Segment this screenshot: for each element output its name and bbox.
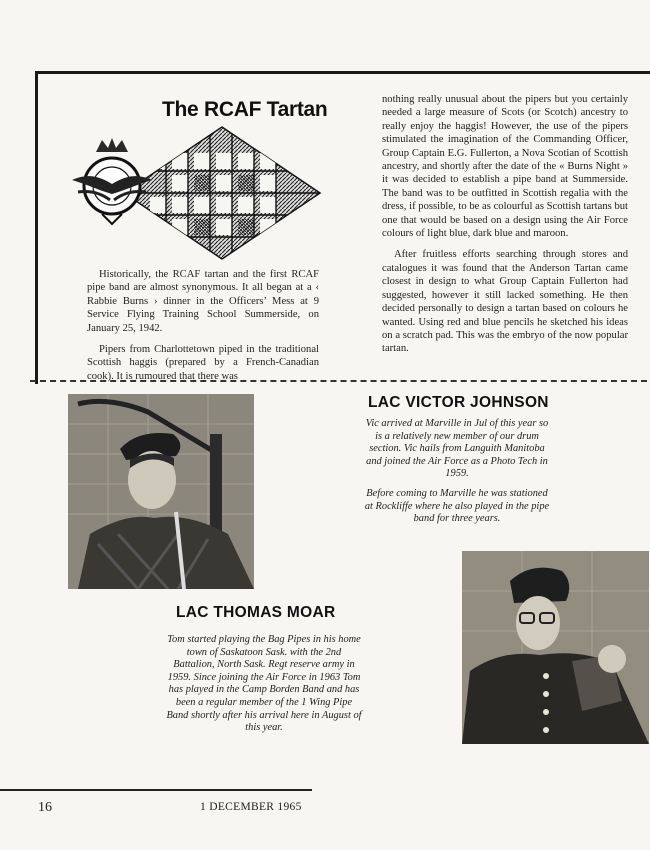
article-left-column [87,268,319,391]
bio-paragraph: Tom started playing the Bag Pipes in his home town of Saskatoon Sask. with the 2nd Battalion, North Sask. Regt reserve army in 1959. Since joining the Air Force in 1963 Tom has played in the Camp Borden Band and has been a regular member of the 1 Wing Pipe Band shortly after his arrival here in August of this year. [166,634,362,734]
photo-victor-johnson [68,394,254,589]
article-paragraph: Historically, the RCAF tartan and the first RCAF pipe band are almost synonymous. It all began at a ‹ Rabbie Burns › dinner in the Officers’ Mess at 9 Service Flying Training School Summerside, on January 25, 1942. [87,269,319,334]
page-number: 16 [38,800,52,815]
rcaf-crest [72,138,152,224]
issue-date: 1 DECEMBER 1965 [200,801,302,813]
photo-thomas-moar [462,551,649,744]
article-right-column [382,93,628,364]
article-title: The RCAF Tartan [162,98,328,121]
tartan-pattern [122,126,322,260]
profile-heading-thomas-moar: LAC THOMAS MOAR [176,604,336,621]
section-divider [30,380,647,382]
profile-bio-thomas-moar [166,634,362,742]
bio-paragraph: Before coming to Marville he was stationed at Rockliffe where he also played in the pipe band for three years. [364,487,550,525]
rcaf-crest-tartan-illustration [72,126,322,260]
article-paragraph: Pipers from Charlottetown piped in the traditional Scottish haggis (prepared by a French-Canadian cook). It is rumoured that there was [87,344,319,382]
profile-bio-victor-johnson [362,418,552,533]
bio-paragraph: Vic arrived at Marville in Jul of this year so is a relatively new member of our drum section. Vic hails from Languith Manitoba and joined the Air Force as a Photo Tech in 1959. [365,418,549,480]
footer-rule [0,789,312,791]
profile-heading-victor-johnson: LAC VICTOR JOHNSON [368,394,549,411]
article-paragraph: After fruitless efforts searching through stores and catalogues it was found that the Anderson Tartan came closest in design to what Group Captain Fullerton had suggested, however it still lacked something. He then decided personally to design a tartan based on colours he wanted. Using red and blue pencils he sketched his ideas on a scratch pad. This was the embryo of the now popular tartan. [382,249,628,355]
article-paragraph: nothing really unusual about the pipers but you certainly needed a large measure of Scots (or Scotch) ancestry to really enjoy the haggis! However, the use of the pipers stimulated the imagination of the Commanding Officer, Group Captain E.G. Fullerton, a Nova Scotian of Scottish ancestry, and shortly after the date of the « Burns Night » it was decided to establish a pipe band at Summerside. The band was to be outfitted in Scottish regalia with the dress, if possible, to be as colourful as Scottish tartans but one that would be based on a design using the Air Force colours of light blue, dark blue and maroon. [382,94,628,240]
